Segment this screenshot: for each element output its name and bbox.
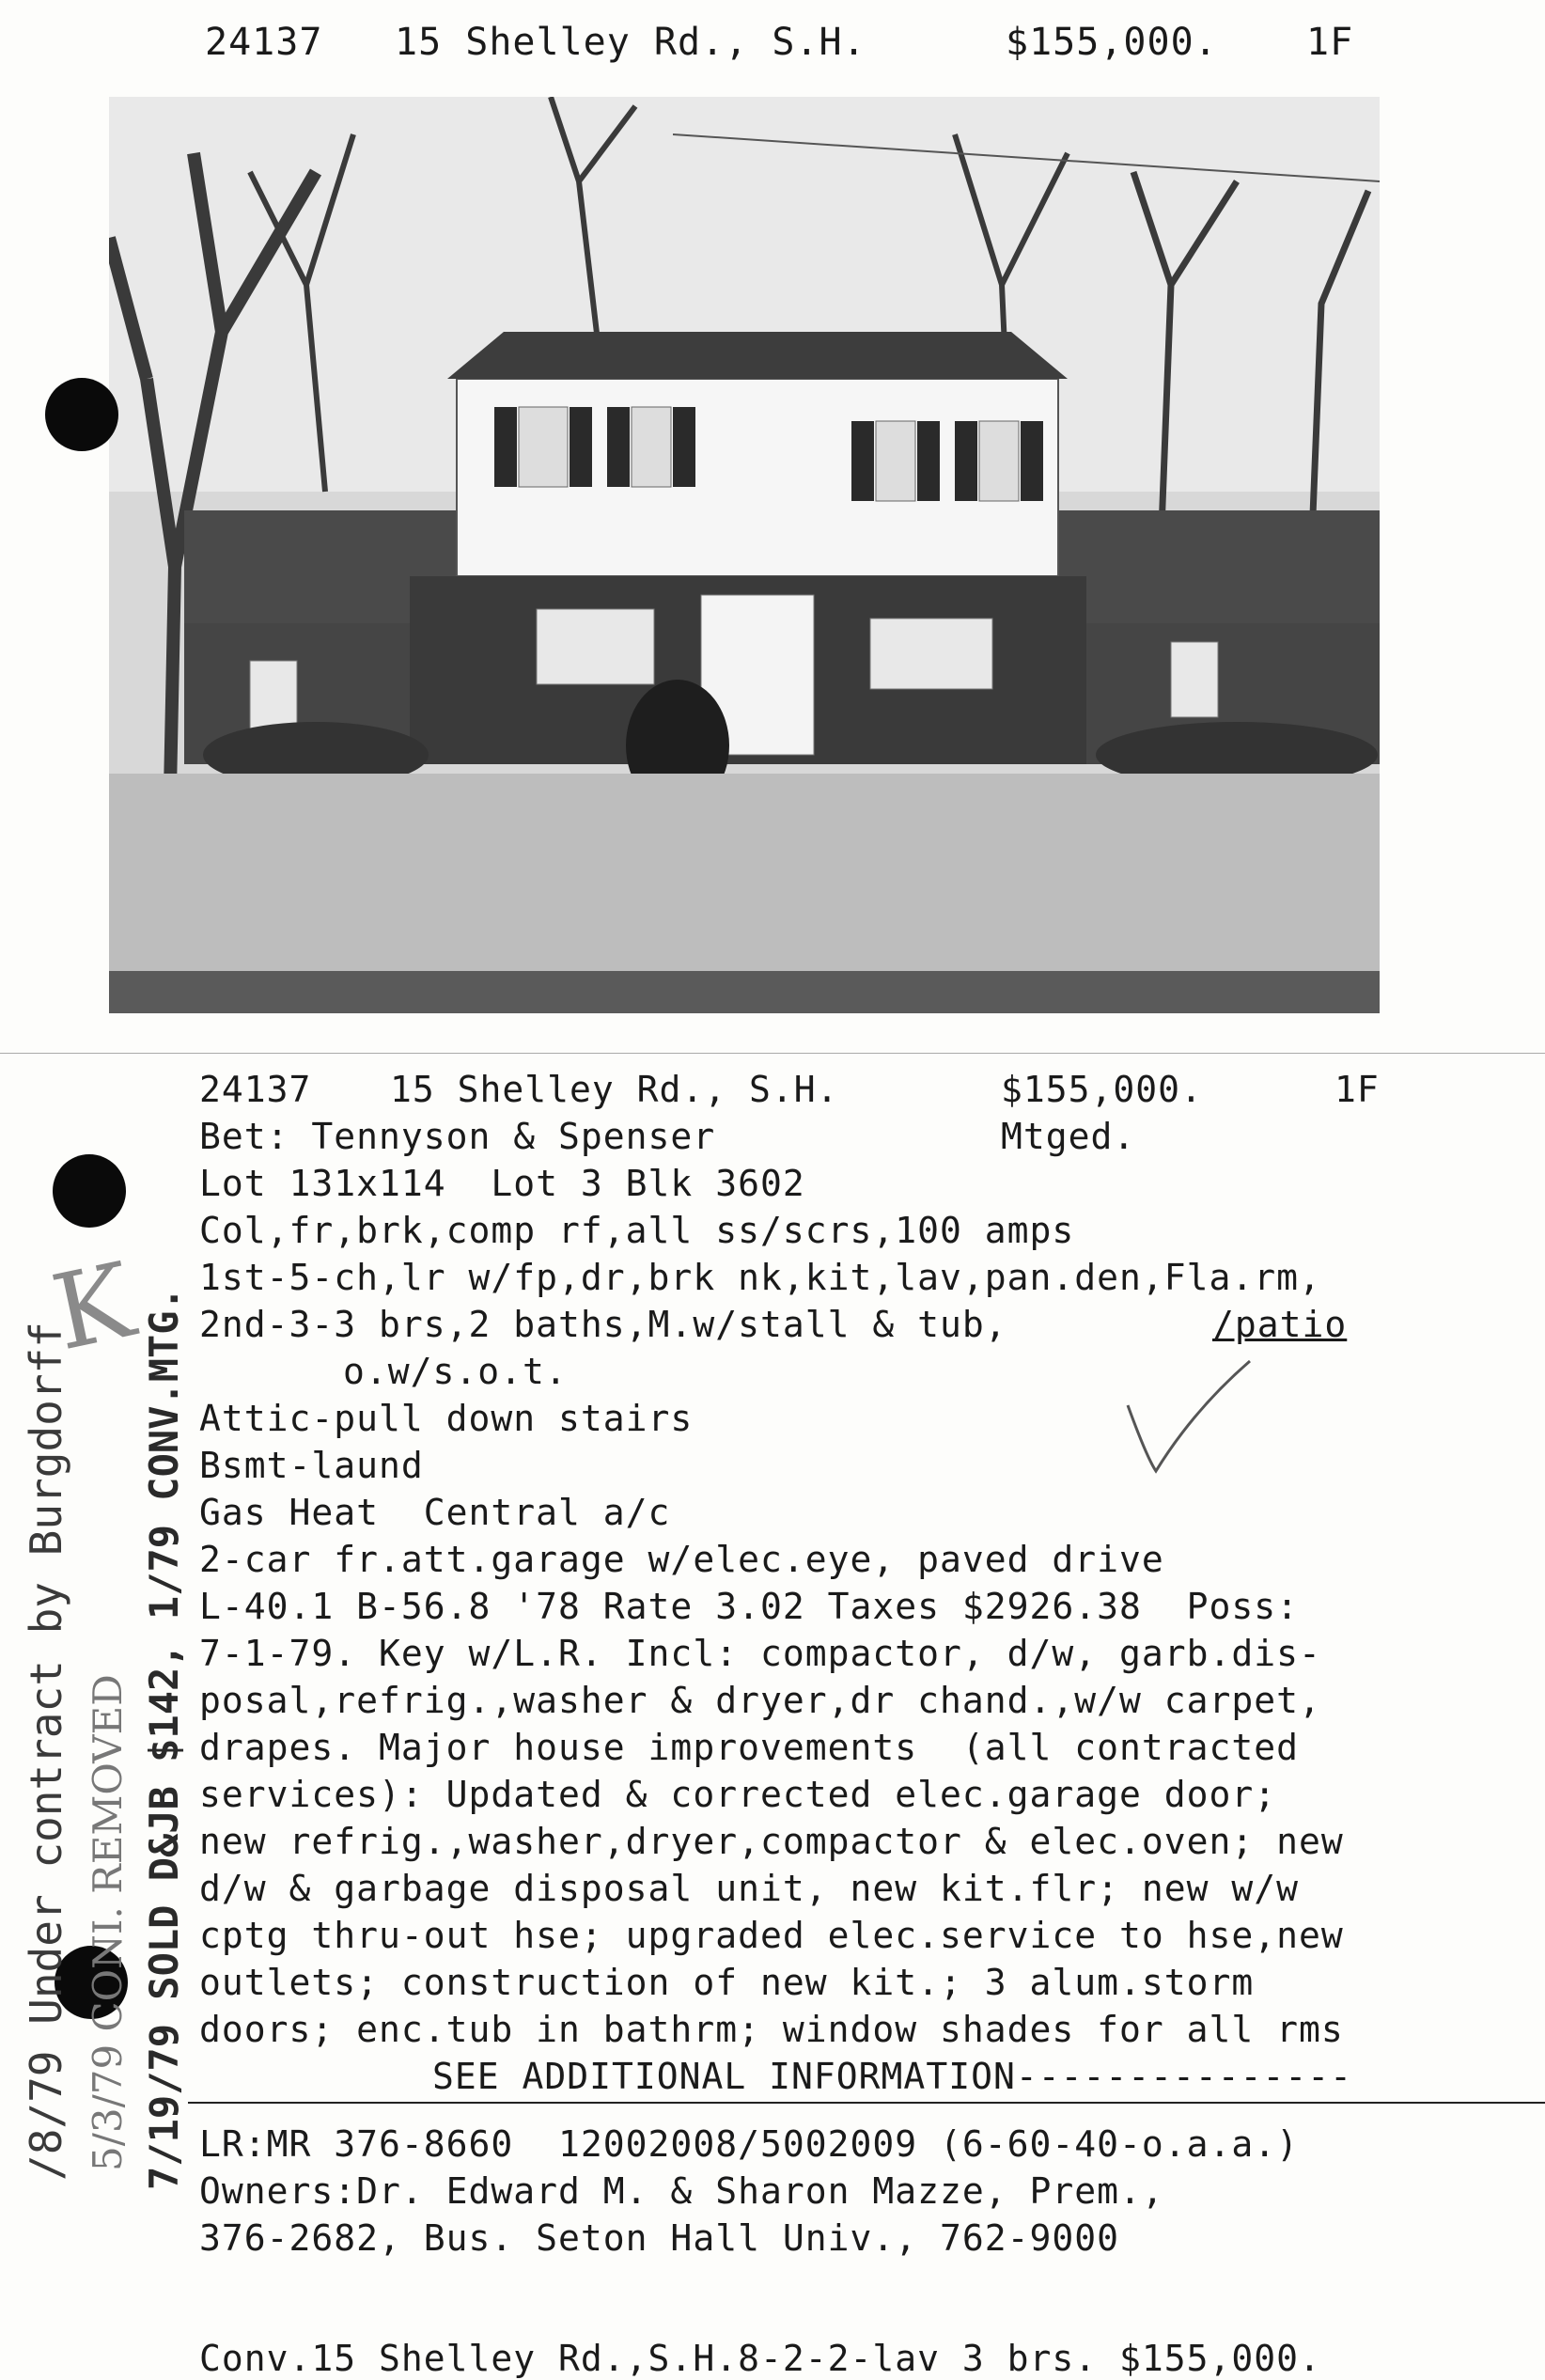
handwritten-initial: K	[42, 1239, 145, 1374]
listing-possession: 7-1-79. Key w/L.R. Incl: compactor, d/w, garb.dis-	[199, 1633, 1321, 1674]
header-price: $155,000.	[1006, 21, 1218, 64]
header-type: 1F	[1306, 21, 1354, 64]
listing-improvements-5: cptg thru-out hse; upgraded elec.service to hse,new	[199, 1915, 1344, 1956]
listing-improvements-2: services): Updated & corrected elec.garage door;	[199, 1774, 1277, 1815]
listing-broker: LR:MR 376-8660 12002008/5002009 (6-60-40-o.a.a.)	[199, 2123, 1300, 2165]
listing-price: $155,000.	[1001, 1069, 1203, 1110]
listing-address: 15 Shelley Rd., S.H.	[390, 1069, 839, 1110]
listing-between: Bet: Tennyson & Spenser	[199, 1116, 716, 1157]
punch-hole-middle	[53, 1154, 126, 1228]
listing-improvements-7: doors; enc.tub in bathrm; window shades for all rms	[199, 2009, 1344, 2050]
listing-garage: 2-car fr.att.garage w/elec.eye, paved drive	[199, 1539, 1164, 1580]
punch-hole-top	[45, 378, 118, 451]
header-listing-number: 24137	[205, 21, 323, 64]
stamp-sold: 7/19/79 SOLD D&JB $142, 1/79 CONV.MTG.	[141, 1287, 187, 2190]
listing-second-floor: 2nd-3-3 brs,2 baths,M.w/stall & tub,	[199, 1304, 1007, 1345]
listing-construction: Col,fr,brk,comp rf,all ss/scrs,100 amps	[199, 1210, 1075, 1251]
checkmark-annotation	[1118, 1354, 1259, 1485]
house-photo	[109, 97, 1380, 1013]
listing-patio-note: /patio	[1212, 1304, 1348, 1345]
stamp-removed: 5/3/79 CONI. REMOVED	[85, 1674, 131, 2171]
listing-owners-phone: 376-2682, Bus. Seton Hall Univ., 762-9000	[199, 2217, 1119, 2259]
listing-first-floor: 1st-5-ch,lr w/fp,dr,brk nk,kit,lav,pan.den,Fla.rm,	[199, 1257, 1321, 1298]
listing-second-floor-cont: o.w/s.o.t.	[343, 1351, 568, 1392]
listing-owners: Owners:Dr. Edward M. & Sharon Mazze, Prem.,	[199, 2170, 1164, 2212]
listing-type: 1F	[1334, 1069, 1380, 1110]
listing-attic: Attic-pull down stairs	[199, 1398, 694, 1439]
listing-improvements-4: d/w & garbage disposal unit, new kit.flr; new w/w	[199, 1868, 1300, 1909]
listing-lot: Lot 131x114 Lot 3 Blk 3602	[199, 1163, 805, 1204]
footer-summary: Conv.15 Shelley Rd.,S.H.8-2-2-lav 3 brs. $155,000.	[199, 2338, 1321, 2379]
listing-improvements-1: drapes. Major house improvements (all contracted	[199, 1727, 1300, 1768]
stamp-under-contract: /8/79 Under contract by Burgdorff	[21, 1322, 71, 2181]
contact-divider	[188, 2102, 1545, 2104]
card-top-divider	[0, 1053, 1545, 1054]
listing-number: 24137	[199, 1069, 312, 1110]
header-address: 15 Shelley Rd., S.H.	[395, 21, 866, 64]
listing-mortgage: Mtged.	[1001, 1116, 1136, 1157]
listing-improvements-6: outlets; construction of new kit.; 3 alum.storm	[199, 1962, 1255, 2003]
listing-improvements-3: new refrig.,washer,dryer,compactor & elec.oven; new	[199, 1821, 1344, 1862]
listing-see-additional: SEE ADDITIONAL INFORMATION---------------	[432, 2056, 1352, 2097]
listing-inclusions: posal,refrig.,washer & dryer,dr chand.,w/w carpet,	[199, 1680, 1321, 1721]
listing-basement: Bsmt-laund	[199, 1445, 424, 1486]
listing-taxes: L-40.1 B-56.8 '78 Rate 3.02 Taxes $2926.38 Poss:	[199, 1586, 1300, 1627]
listing-heat: Gas Heat Central a/c	[199, 1492, 671, 1533]
